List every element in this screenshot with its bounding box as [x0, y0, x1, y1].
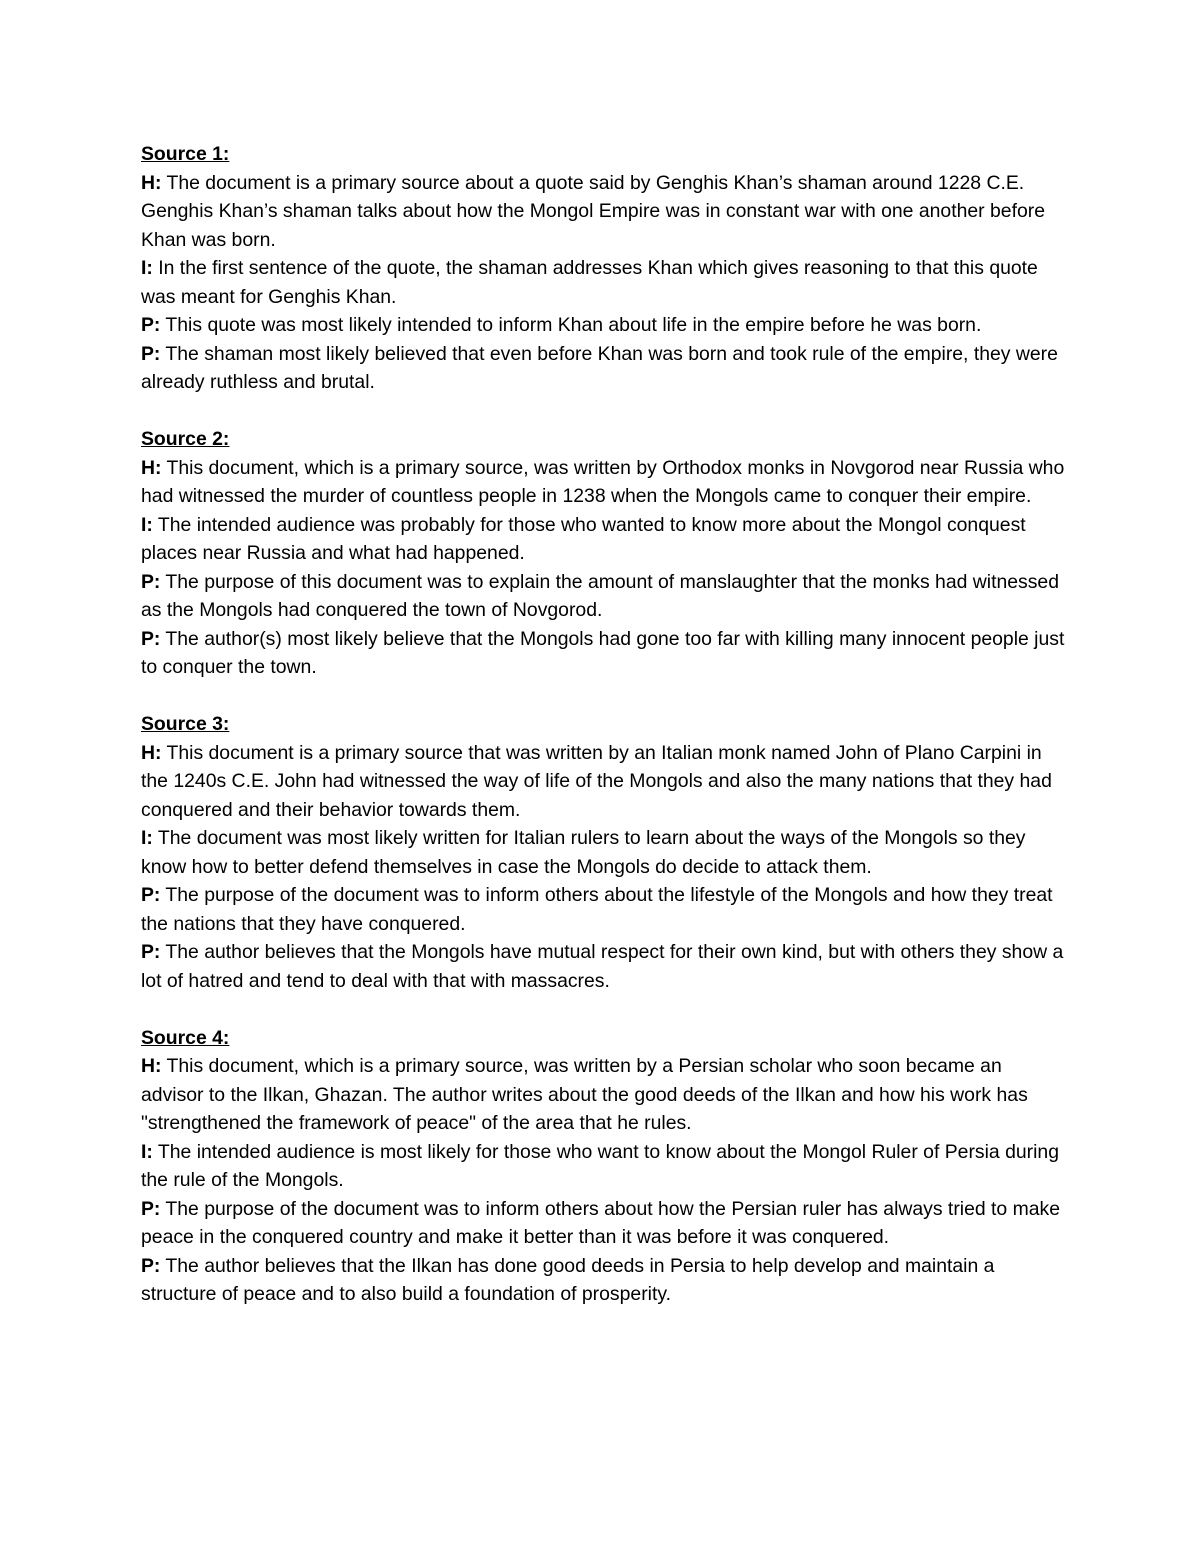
paragraph-text: The purpose of the document was to inform others about the lifestyle of the Mongols and how they treat the nations that they have conquered. — [141, 884, 1053, 935]
paragraph-h — [141, 169, 1066, 255]
paragraph-label: H: — [141, 741, 162, 764]
paragraph-text: The purpose of this document was to explain the amount of manslaughter that the monks had witnessed as the Mongols had conquered the town of Novgorod. — [141, 570, 1059, 621]
paragraph-label: H: — [141, 1055, 162, 1077]
section-heading: Source 4: — [141, 1026, 230, 1049]
paragraph-text: The author(s) most likely believe that the Mongols had gone too far with killing many innocent people just to conquer the town. — [141, 627, 1065, 678]
paragraph-label: P: — [141, 941, 161, 963]
paragraph-i — [141, 1138, 1066, 1195]
paragraph-p — [141, 340, 1066, 397]
source-1-section — [141, 140, 1066, 397]
paragraph-i — [141, 254, 1066, 311]
paragraph-label: P: — [141, 1197, 161, 1220]
paragraph-i — [141, 511, 1066, 568]
paragraph-label: P: — [141, 342, 161, 365]
paragraph-label: I: — [141, 827, 153, 849]
paragraph-h — [141, 1052, 1066, 1138]
paragraph-label: P: — [141, 570, 161, 593]
paragraph-i — [141, 824, 1066, 881]
paragraph-label: H: — [141, 171, 162, 194]
paragraph-label: P: — [141, 1254, 161, 1277]
paragraph-p — [141, 1195, 1066, 1252]
document-page — [141, 140, 1066, 1337]
paragraph-text: The shaman most likely believed that even before Khan was born and took rule of the empire, they were already ruthless and brutal. — [141, 342, 1058, 393]
paragraph-p — [141, 881, 1066, 938]
paragraph-label: I: — [141, 1140, 153, 1163]
source-3-section — [141, 710, 1066, 995]
section-heading: Source 3: — [141, 713, 230, 735]
section-heading: Source 1: — [141, 143, 230, 165]
paragraph-label: P: — [141, 884, 161, 906]
paragraph-label: H: — [141, 456, 162, 479]
paragraph-p — [141, 568, 1066, 625]
paragraph-label: P: — [141, 314, 161, 336]
paragraph-text: The document is a primary source about a quote said by Genghis Khan’s shaman around 1228 C.E. Genghis Khan’s shaman talks about how the Mongol Empire was in constant war with one another before Khan was born. — [141, 171, 1045, 251]
paragraph-text: In the first sentence of the quote, the shaman addresses Khan which gives reasoning to that this quote was meant for Genghis Khan. — [141, 257, 1038, 308]
paragraph-text: This document, which is a primary source, was written by a Persian scholar who soon became an advisor to the Ilkan, Ghazan. The author writes about the good deeds of the Ilkan and how his work has "strengthened the framework of peace" of the area that he rules. — [141, 1055, 1028, 1134]
paragraph-text: The intended audience is most likely for those who want to know about the Mongol Ruler of Persia during the rule of the Mongols. — [141, 1140, 1059, 1191]
paragraph-text: This document is a primary source that was written by an Italian monk named John of Plano Carpini in the 1240s C.E. John had witnessed the way of life of the Mongols and also the many nations that they had conquered and their behavior towards them. — [141, 741, 1052, 821]
paragraph-text: This quote was most likely intended to inform Khan about life in the empire before he was born. — [160, 314, 982, 336]
paragraph-text: The purpose of the document was to inform others about how the Persian ruler has always tried to make peace in the conquered country and make it better than it was before it was conquered. — [141, 1197, 1061, 1248]
paragraph-text: The author believes that the Mongols have mutual respect for their own kind, but with others they show a lot of hatred and tend to deal with that with massacres. — [141, 941, 1064, 992]
paragraph-p — [141, 625, 1066, 682]
paragraph-text: The document was most likely written for Italian rulers to learn about the ways of the Mongols so they know how to better defend themselves in case the Mongols do decide to attack them. — [141, 827, 1026, 878]
paragraph-label: I: — [141, 513, 153, 536]
paragraph-h — [141, 739, 1066, 825]
source-4-section — [141, 1024, 1066, 1309]
paragraph-text: The intended audience was probably for those who wanted to know more about the Mongol conquest places near Russia and what had happened. — [141, 513, 1026, 564]
paragraph-label: I: — [141, 257, 153, 279]
paragraph-p — [141, 938, 1066, 995]
paragraph-text: The author believes that the Ilkan has done good deeds in Persia to help develop and maintain a structure of peace and to also build a foundation of prosperity. — [141, 1254, 995, 1305]
paragraph-p — [141, 1252, 1066, 1309]
paragraph-h — [141, 454, 1066, 511]
paragraph-text: This document, which is a primary source, was written by Orthodox monks in Novgorod near Russia who had witnessed the murder of countless people in 1238 when the Mongols came to conquer their empire. — [141, 456, 1065, 507]
source-2-section — [141, 425, 1066, 682]
paragraph-p — [141, 311, 1066, 340]
paragraph-label: P: — [141, 627, 161, 650]
section-heading: Source 2: — [141, 428, 230, 450]
